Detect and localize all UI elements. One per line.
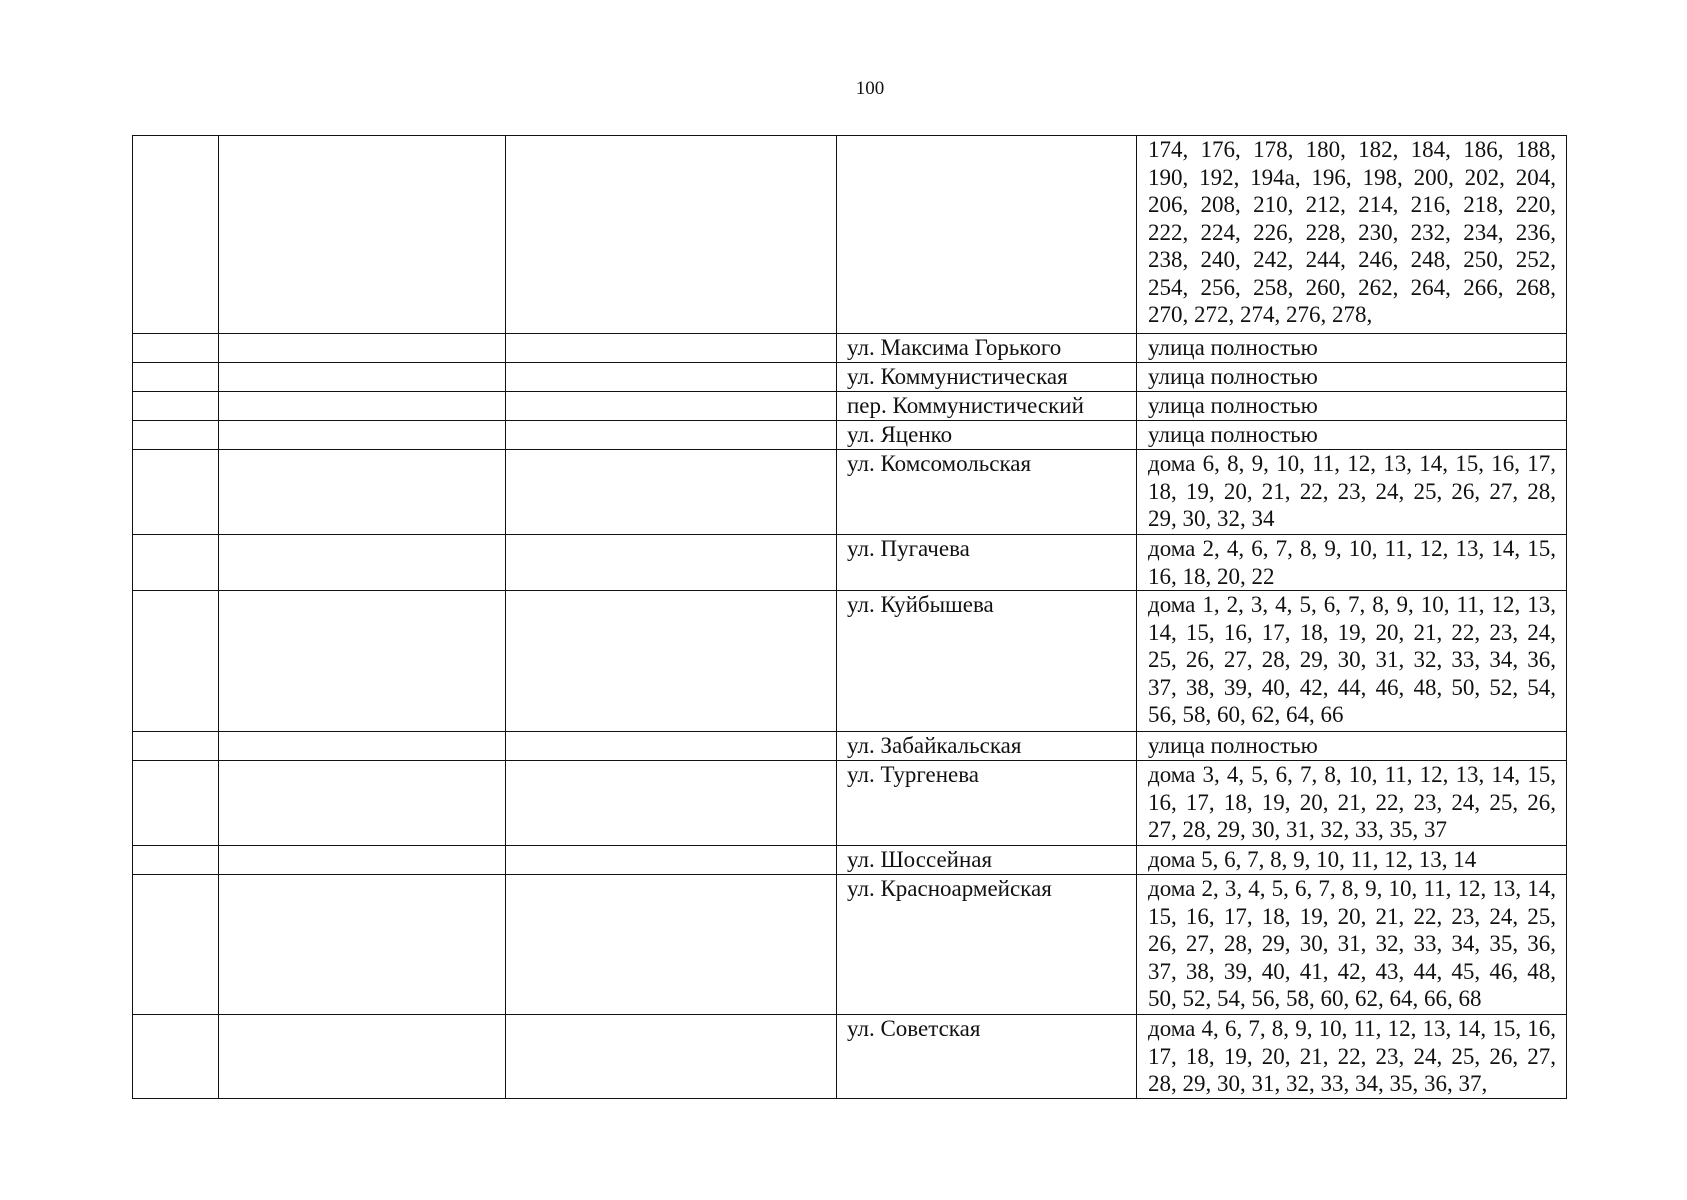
street-cell: ул. Красноармейская: [837, 875, 1137, 1015]
houses-cell: дома 6, 8, 9, 10, 11, 12, 13, 14, 15, 16, 17, 18, 19, 20, 21, 22, 23, 24, 25, 26, 27, 28, 29, 30, 32, 34: [1137, 450, 1567, 535]
locality-cell: [506, 535, 837, 591]
district-cell: [219, 363, 506, 392]
number-cell: [133, 392, 219, 421]
locality-cell: [506, 421, 837, 450]
locality-cell: [506, 363, 837, 392]
table-row: [133, 875, 1567, 1015]
locality-cell: [506, 591, 837, 732]
number-cell: [133, 421, 219, 450]
district-cell: [219, 761, 506, 846]
district-cell: [219, 846, 506, 875]
address-table: [132, 135, 1567, 1099]
district-cell: [219, 875, 506, 1015]
locality-cell: [506, 450, 837, 535]
locality-cell: [506, 334, 837, 363]
number-cell: [133, 591, 219, 732]
locality-cell: [506, 392, 837, 421]
street-cell: ул. Шоссейная: [837, 846, 1137, 875]
locality-cell: [506, 136, 837, 334]
district-cell: [219, 732, 506, 761]
street-cell: ул. Максима Горького: [837, 334, 1137, 363]
number-cell: [133, 875, 219, 1015]
district-cell: [219, 591, 506, 732]
page-number: 100: [855, 78, 885, 99]
table-row: [133, 421, 1567, 450]
district-cell: [219, 421, 506, 450]
table-row: [133, 450, 1567, 535]
number-cell: [133, 136, 219, 334]
houses-cell: улица полностью: [1137, 421, 1567, 450]
table-row: [133, 591, 1567, 732]
houses-cell: дома 4, 6, 7, 8, 9, 10, 11, 12, 13, 14, 15, 16, 17, 18, 19, 20, 21, 22, 23, 24, 25, 26, 27, 28, 29, 30, 31, 32, 33, 34, 35, 36, 37,: [1137, 1015, 1567, 1099]
street-cell: ул. Яценко: [837, 421, 1137, 450]
houses-cell: дома 5, 6, 7, 8, 9, 10, 11, 12, 13, 14: [1137, 846, 1567, 875]
street-cell: ул. Коммунистическая: [837, 363, 1137, 392]
district-cell: [219, 1015, 506, 1099]
houses-cell: дома 1, 2, 3, 4, 5, 6, 7, 8, 9, 10, 11, 12, 13, 14, 15, 16, 17, 18, 19, 20, 21, 22, 23, 24, 25, 26, 27, 28, 29, 30, 31, 32, 33, 34, 36, 37, 38, 39, 40, 42, 44, 46, 48, 50, 52, 54, 56, 58, 60, 62, 64, 66: [1137, 591, 1567, 732]
houses-cell: дома 2, 3, 4, 5, 6, 7, 8, 9, 10, 11, 12, 13, 14, 15, 16, 17, 18, 19, 20, 21, 22, 23, 24, 25, 26, 27, 28, 29, 30, 31, 32, 33, 34, 35, 36, 37, 38, 39, 40, 41, 42, 43, 44, 45, 46, 48, 50, 52, 54, 56, 58, 60, 62, 64, 66, 68: [1137, 875, 1567, 1015]
street-cell: ул. Тургенева: [837, 761, 1137, 846]
houses-cell: 174, 176, 178, 180, 182, 184, 186, 188, 190, 192, 194а, 196, 198, 200, 202, 204, 206, 208, 210, 212, 214, 216, 218, 220, 222, 224, 226, 228, 230, 232, 234, 236, 238, 240, 242, 244, 246, 248, 250, 252, 254, 256, 258, 260, 262, 264, 266, 268, 270, 272, 274, 276, 278,: [1137, 136, 1567, 334]
table-row: [133, 535, 1567, 591]
district-cell: [219, 334, 506, 363]
street-cell: [837, 136, 1137, 334]
number-cell: [133, 1015, 219, 1099]
table-row: [133, 846, 1567, 875]
district-cell: [219, 392, 506, 421]
locality-cell: [506, 732, 837, 761]
houses-cell: дома 2, 4, 6, 7, 8, 9, 10, 11, 12, 13, 14, 15, 16, 18, 20, 22: [1137, 535, 1567, 591]
table-row: [133, 1015, 1567, 1099]
street-cell: пер. Коммунистический: [837, 392, 1137, 421]
district-cell: [219, 450, 506, 535]
houses-cell: улица полностью: [1137, 334, 1567, 363]
street-cell: ул. Куйбышева: [837, 591, 1137, 732]
table-row: [133, 363, 1567, 392]
street-cell: ул. Комсомольская: [837, 450, 1137, 535]
locality-cell: [506, 875, 837, 1015]
street-cell: ул. Советская: [837, 1015, 1137, 1099]
number-cell: [133, 846, 219, 875]
locality-cell: [506, 1015, 837, 1099]
number-cell: [133, 450, 219, 535]
table-row: [133, 732, 1567, 761]
table-row: [133, 136, 1567, 334]
locality-cell: [506, 761, 837, 846]
houses-cell: дома 3, 4, 5, 6, 7, 8, 10, 11, 12, 13, 14, 15, 16, 17, 18, 19, 20, 21, 22, 23, 24, 25, 26, 27, 28, 29, 30, 31, 32, 33, 35, 37: [1137, 761, 1567, 846]
locality-cell: [506, 846, 837, 875]
number-cell: [133, 761, 219, 846]
houses-cell: улица полностью: [1137, 363, 1567, 392]
district-cell: [219, 136, 506, 334]
table-row: [133, 761, 1567, 846]
houses-cell: улица полностью: [1137, 392, 1567, 421]
number-cell: [133, 363, 219, 392]
number-cell: [133, 334, 219, 363]
number-cell: [133, 732, 219, 761]
table-row: [133, 392, 1567, 421]
street-cell: ул. Пугачева: [837, 535, 1137, 591]
district-cell: [219, 535, 506, 591]
street-cell: ул. Забайкальская: [837, 732, 1137, 761]
number-cell: [133, 535, 219, 591]
houses-cell: улица полностью: [1137, 732, 1567, 761]
table-row: [133, 334, 1567, 363]
